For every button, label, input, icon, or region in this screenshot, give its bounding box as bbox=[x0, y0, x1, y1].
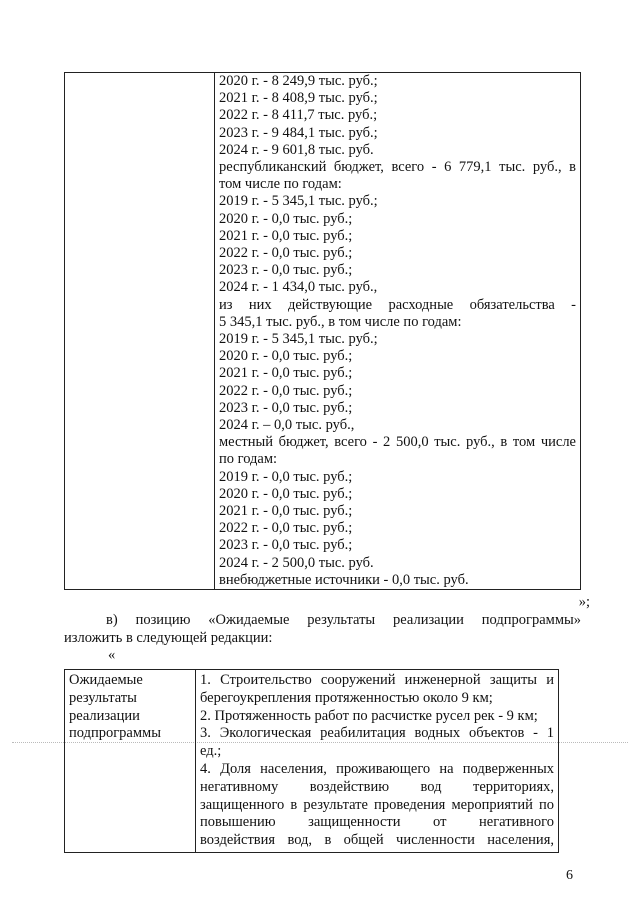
funding-line: 2021 г. - 0,0 тыс. руб.; bbox=[219, 365, 353, 382]
funding-line: 2021 г. - 8 408,9 тыс. руб.; bbox=[219, 90, 378, 107]
funding-line: 2022 г. - 0,0 тыс. руб.; bbox=[219, 520, 353, 537]
expected-results-label-cell bbox=[65, 670, 196, 853]
label-line: результаты bbox=[69, 689, 137, 706]
funding-line: 2023 г. - 0,0 тыс. руб.; bbox=[219, 262, 353, 279]
amendment-paragraph bbox=[64, 612, 581, 647]
paragraph-line: в) позицию «Ожидаемые результаты реализации подпрограммы» bbox=[106, 612, 581, 628]
funding-line: внебюджетные источники - 0,0 тыс. руб. bbox=[219, 571, 469, 588]
funding-line: 2022 г. - 0,0 тыс. руб.; bbox=[219, 245, 353, 262]
funding-line: из них действующие расходные обязательства - bbox=[219, 296, 576, 313]
funding-line: 2024 г. - 1 434,0 тыс. руб., bbox=[219, 279, 378, 296]
funding-line: местный бюджет, всего - 2 500,0 тыс. руб., в том числе bbox=[219, 434, 576, 451]
funding-line: республиканский бюджет, всего - 6 779,1 тыс. руб., в bbox=[219, 159, 576, 176]
result-line: повышению защищенности от негативного bbox=[200, 814, 554, 831]
page-number: 6 bbox=[566, 868, 573, 883]
expected-results-table bbox=[64, 669, 559, 853]
funding-line: 2019 г. - 5 345,1 тыс. руб.; bbox=[219, 193, 378, 210]
label-line: Ожидаемые bbox=[69, 672, 143, 688]
funding-line: 2022 г. - 8 411,7 тыс. руб.; bbox=[219, 107, 378, 124]
funding-table-content-cell bbox=[215, 73, 581, 590]
closing-quote: »; bbox=[578, 594, 590, 610]
funding-line: 2024 г. – 0,0 тыс. руб., bbox=[219, 417, 355, 434]
funding-line: 2024 г. - 2 500,0 тыс. руб. bbox=[219, 554, 374, 571]
result-line: 2. Протяженность работ по расчистке русел рек - 9 км; bbox=[200, 707, 538, 724]
funding-line: 2023 г. - 0,0 тыс. руб.; bbox=[219, 399, 353, 416]
result-line: 4. Доля населения, проживающего на подверженных bbox=[200, 760, 554, 777]
funding-line: 2020 г. - 0,0 тыс. руб.; bbox=[219, 210, 353, 227]
funding-line: 2019 г. - 0,0 тыс. руб.; bbox=[219, 468, 353, 485]
label-line: реализации bbox=[69, 707, 140, 724]
funding-line: 2024 г. - 9 601,8 тыс. руб. bbox=[219, 141, 374, 158]
result-line: воздействия вод, в общей численности населения, bbox=[200, 832, 554, 849]
result-line: 1. Строительство сооружений инженерной защиты и bbox=[200, 672, 554, 688]
funding-line: 2023 г. - 9 484,1 тыс. руб.; bbox=[219, 124, 378, 141]
result-line: 3. Экологическая реабилитация водных объектов - 1 bbox=[200, 725, 554, 742]
funding-line: 5 345,1 тыс. руб., в том числе по годам: bbox=[219, 313, 462, 330]
expected-results-content-cell bbox=[196, 670, 559, 853]
result-line: защищенного в результате проведения мероприятий по bbox=[200, 796, 554, 813]
result-line: ед.; bbox=[200, 743, 222, 760]
funding-line: 2020 г. - 0,0 тыс. руб.; bbox=[219, 348, 353, 365]
opening-quote: « bbox=[108, 647, 116, 663]
funding-line: 2022 г. - 0,0 тыс. руб.; bbox=[219, 382, 353, 399]
funding-line: 2020 г. - 0,0 тыс. руб.; bbox=[219, 485, 353, 502]
funding-table-empty-cell bbox=[65, 73, 215, 590]
funding-line: по годам: bbox=[219, 451, 278, 468]
funding-line: 2019 г. - 5 345,1 тыс. руб.; bbox=[219, 331, 378, 348]
funding-line: 2023 г. - 0,0 тыс. руб.; bbox=[219, 537, 353, 554]
paragraph-line: изложить в следующей редакции: bbox=[64, 629, 273, 646]
funding-line: том числе по годам: bbox=[219, 176, 342, 193]
funding-table bbox=[64, 72, 581, 590]
funding-line: 2020 г. - 8 249,9 тыс. руб.; bbox=[219, 73, 378, 89]
funding-line: 2021 г. - 0,0 тыс. руб.; bbox=[219, 227, 353, 244]
result-line: берегоукрепления протяженностью около 9 км; bbox=[200, 689, 493, 706]
funding-line: 2021 г. - 0,0 тыс. руб.; bbox=[219, 503, 353, 520]
result-line: негативному воздействию вод территориях, bbox=[200, 778, 554, 795]
label-line: подпрограммы bbox=[69, 725, 161, 742]
